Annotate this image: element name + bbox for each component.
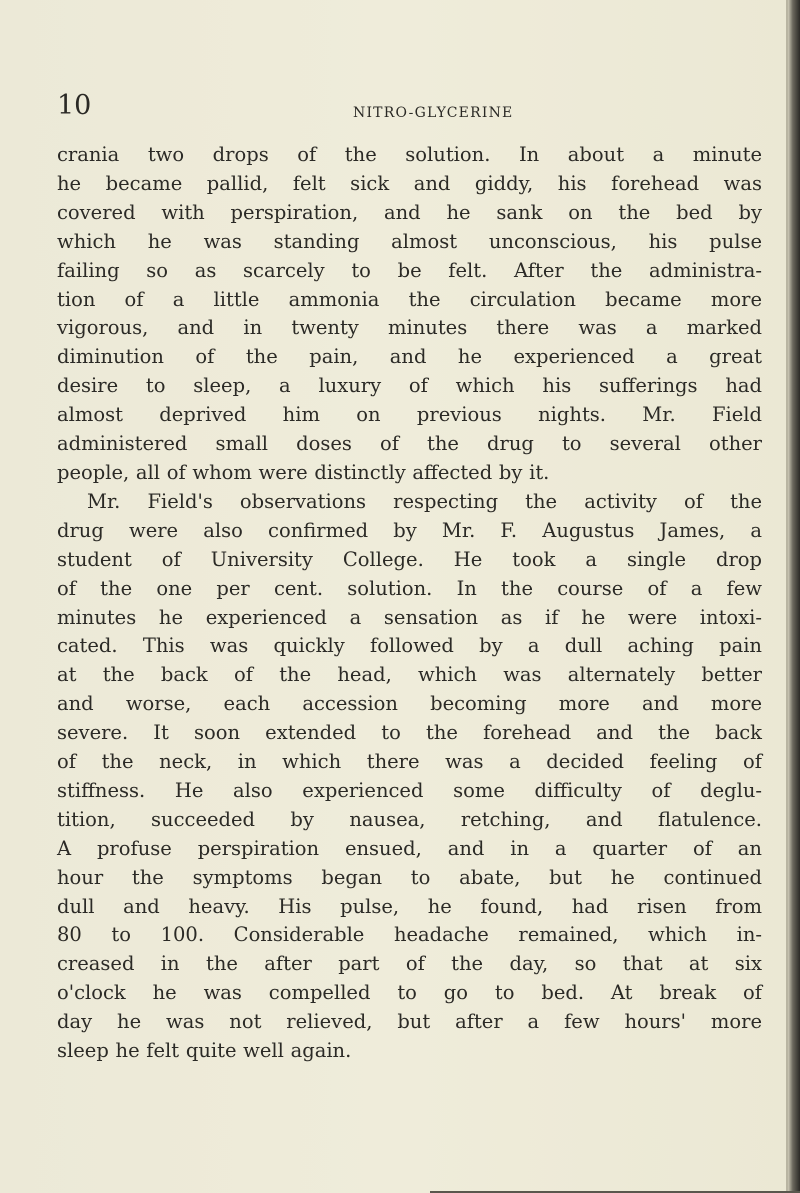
running-title: NITRO-GLYCERINE xyxy=(353,105,514,121)
text-line: tition, succeeded by nausea, retching, and flatulence. xyxy=(57,807,762,831)
text-line: administered small doses of the drug to several other xyxy=(57,432,762,456)
text-line: stiffness. He also experienced some difficulty of deglu- xyxy=(57,778,762,802)
binding-edge xyxy=(788,0,800,1193)
text-line: of the one per cent. solution. In the course of a few xyxy=(57,576,762,600)
body-text xyxy=(57,141,762,1066)
text-line: of the neck, in which there was a decided feeling of xyxy=(57,750,762,774)
text-line: severe. It soon extended to the forehead and the back xyxy=(57,721,762,745)
text-line: almost deprived him on previous nights. Mr. Field xyxy=(57,403,762,427)
text-line: people, all of whom were distinctly affected by it. xyxy=(57,460,550,484)
page-number: 10 xyxy=(57,90,92,121)
text-line: student of University College. He took a single drop xyxy=(57,547,762,571)
text-line: 80 to 100. Considerable headache remained, which in- xyxy=(57,923,762,947)
text-line: tion of a little ammonia the circulation became more xyxy=(57,287,762,311)
text-line: diminution of the pain, and he experienced a great xyxy=(57,345,762,369)
text-line: cated. This was quickly followed by a dull aching pain xyxy=(57,634,762,658)
text-line: which he was standing almost unconscious, his pulse xyxy=(57,229,762,253)
text-line: Mr. Field's observations respecting the activity of the xyxy=(87,489,762,513)
text-line: o'clock he was compelled to go to bed. At break of xyxy=(57,981,762,1005)
text-line: minutes he experienced a sensation as if he were intoxi- xyxy=(57,605,762,629)
text-line: dull and heavy. His pulse, he found, had risen from xyxy=(57,894,762,918)
text-line: covered with perspiration, and he sank on the bed by xyxy=(57,200,762,224)
text-line: desire to sleep, a luxury of which his sufferings had xyxy=(57,374,762,398)
text-line: at the back of the head, which was alternately better xyxy=(57,663,762,687)
text-line: he became pallid, felt sick and giddy, his forehead was xyxy=(57,171,762,195)
text-line: crania two drops of the solution. In about a minute xyxy=(57,143,762,166)
text-line: creased in the after part of the day, so that at six xyxy=(57,952,762,976)
text-line: failing so as scarcely to be felt. After the administra- xyxy=(57,258,762,282)
text-line: A profuse perspiration ensued, and in a quarter of an xyxy=(57,836,762,860)
text-line: drug were also confirmed by Mr. F. Augustus James, a xyxy=(57,518,762,542)
text-line: vigorous, and in twenty minutes there was a marked xyxy=(57,316,762,340)
text-line: and worse, each accession becoming more and more xyxy=(57,692,762,716)
text-line: day he was not relieved, but after a few hours' more xyxy=(57,1010,762,1034)
text-line: sleep he felt quite well again. xyxy=(57,1039,352,1063)
text-line: hour the symptoms began to abate, but he continued xyxy=(57,865,762,889)
